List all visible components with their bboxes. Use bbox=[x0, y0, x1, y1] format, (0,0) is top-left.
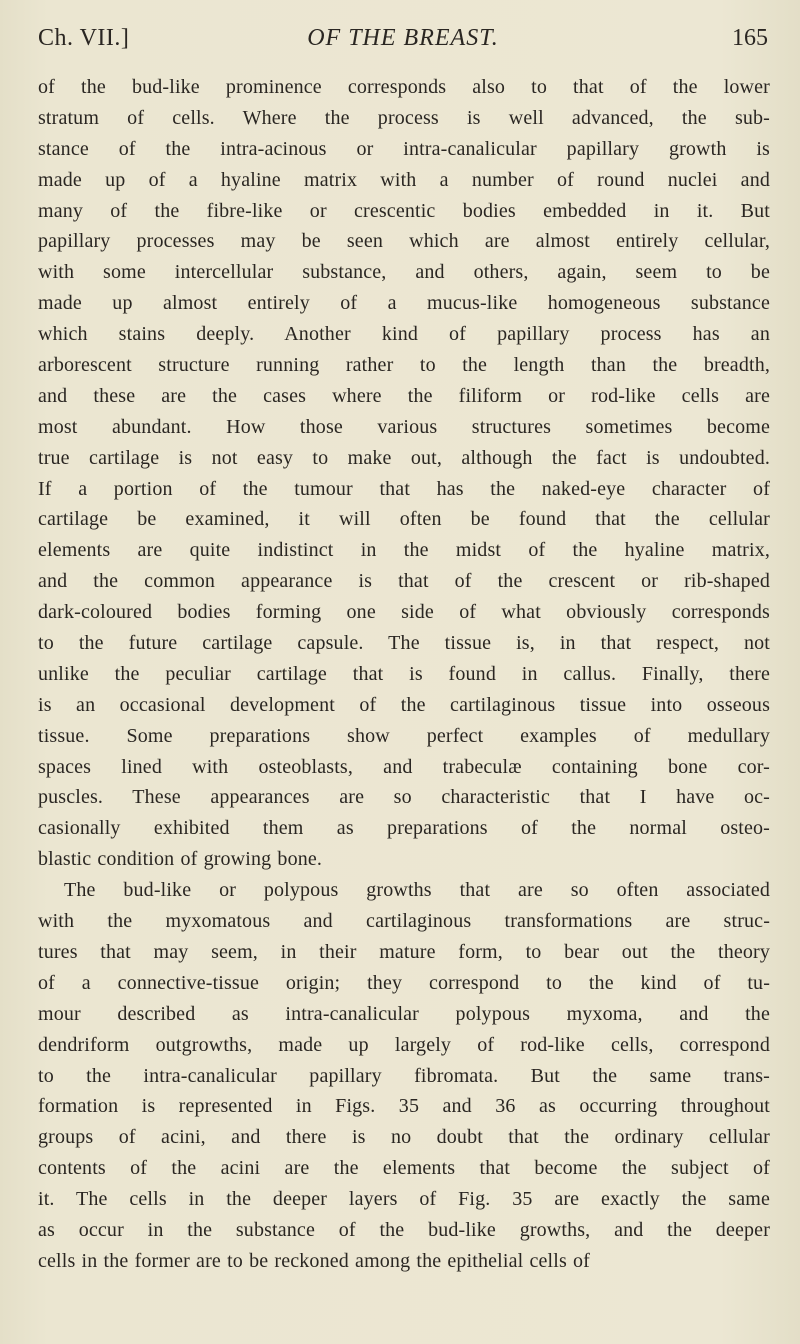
text-line: The bud-like or polypous growths that are so often associated bbox=[64, 879, 770, 902]
text-line: of the bud-like prominence corresponds also to that of the lower bbox=[38, 76, 770, 98]
text-line: is an occasional development of the cartilaginous tissue into osseous bbox=[38, 693, 770, 716]
text-line: most abundant. How those various structures sometimes become bbox=[38, 415, 770, 438]
text-line: cartilage be examined, it will often be found that the cellular bbox=[38, 508, 770, 531]
text-line: dark-coloured bodies forming one side of what obviously corresponds bbox=[38, 601, 770, 624]
text-line: puscles. These appearances are so characteristic that I have oc- bbox=[38, 786, 770, 809]
text-line: elements are quite indistinct in the midst of the hyaline matrix, bbox=[38, 539, 770, 562]
chapter-label: Ch. VII.] bbox=[38, 25, 130, 51]
text-line: tissue. Some preparations show perfect examples of medullary bbox=[38, 724, 770, 747]
running-head bbox=[38, 20, 768, 56]
text-line: mour described as intra-canalicular polypous myxoma, and the bbox=[38, 1002, 770, 1025]
paragraph bbox=[38, 72, 770, 875]
text-line: formation is represented in Figs. 35 and 36 as occurring throughout bbox=[38, 1095, 770, 1118]
text-line: tures that may seem, in their mature form, to bear out the theory bbox=[38, 940, 770, 963]
text-line: cells in the former are to be reckoned among the epithelial cells of bbox=[38, 1249, 590, 1272]
text-line: If a portion of the tumour that has the naked-eye character of bbox=[38, 477, 770, 500]
text-line: and the common appearance is that of the crescent or rib-shaped bbox=[38, 570, 770, 593]
text-line: as occur in the substance of the bud-like growths, and the deeper bbox=[38, 1218, 770, 1241]
text-line: which stains deeply. Another kind of papillary process has an bbox=[38, 323, 770, 346]
text-line: blastic condition of growing bone. bbox=[38, 848, 323, 871]
text-line: true cartilage is not easy to make out, although the fact is undoubted. bbox=[38, 446, 770, 469]
text-line: to the intra-canalicular papillary fibromata. But the same trans- bbox=[38, 1064, 770, 1087]
text-line: made up almost entirely of a mucus-like homogeneous substance bbox=[38, 292, 770, 315]
text-line: spaces lined with osteoblasts, and trabeculæ containing bone cor- bbox=[38, 755, 770, 778]
text-line: to the future cartilage capsule. The tissue is, in that respect, not bbox=[38, 632, 770, 655]
running-title: OF THE BREAST. bbox=[307, 25, 499, 51]
text-line: stratum of cells. Where the process is well advanced, the sub- bbox=[38, 106, 770, 129]
text-line: groups of acini, and there is no doubt that the ordinary cellular bbox=[38, 1126, 770, 1149]
text-line: and these are the cases where the filiform or rod-like cells are bbox=[38, 384, 770, 407]
text-line: with some intercellular substance, and others, again, seem to be bbox=[38, 261, 770, 284]
text-line: with the myxomatous and cartilaginous transformations are struc- bbox=[38, 910, 770, 933]
paragraph bbox=[38, 875, 770, 1277]
text-line: of a connective-tissue origin; they correspond to the kind of tu- bbox=[38, 971, 770, 994]
page-number: 165 bbox=[732, 25, 768, 51]
text-line: unlike the peculiar cartilage that is found in callus. Finally, there bbox=[38, 662, 770, 685]
text-line: made up of a hyaline matrix with a number of round nuclei and bbox=[38, 168, 770, 191]
text-line: arborescent structure running rather to the length than the breadth, bbox=[38, 354, 770, 377]
body-text bbox=[38, 72, 770, 1277]
text-line: dendriform outgrowths, made up largely of rod-like cells, correspond bbox=[38, 1033, 770, 1056]
text-line: many of the fibre-like or crescentic bodies embedded in it. But bbox=[38, 199, 770, 222]
text-line: papillary processes may be seen which are almost entirely cellular, bbox=[38, 230, 770, 253]
text-line: casionally exhibited them as preparations of the normal osteo- bbox=[38, 817, 770, 840]
text-line: stance of the intra-acinous or intra-canalicular papillary growth is bbox=[38, 137, 770, 160]
text-line: it. The cells in the deeper layers of Fig. 35 are exactly the same bbox=[38, 1188, 770, 1211]
text-line: contents of the acini are the elements that become the subject of bbox=[38, 1157, 770, 1180]
